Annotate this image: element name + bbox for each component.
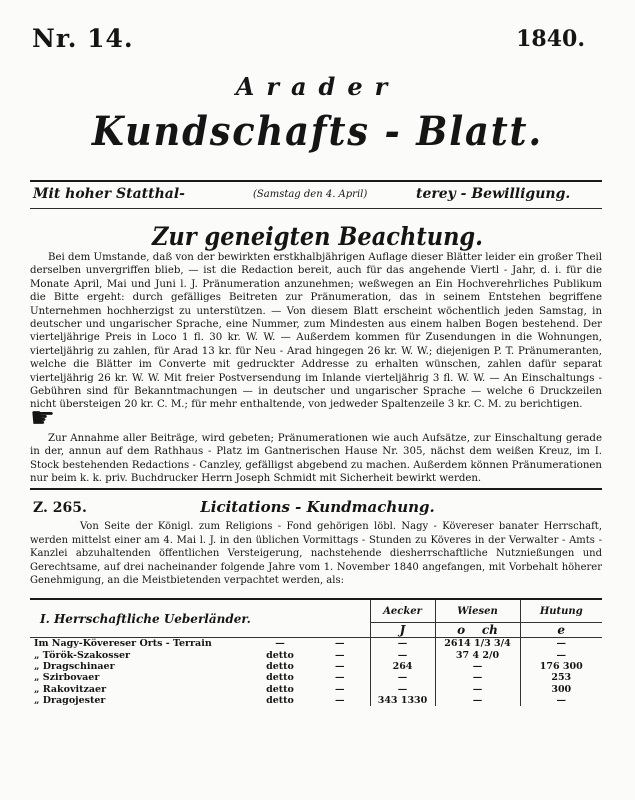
row-wiesen: — (435, 661, 520, 672)
masthead-title-line2: Kundschafts - Blatt. (91, 108, 544, 155)
row-acker: — (370, 638, 435, 650)
unit-label: o ch (435, 623, 520, 638)
row-hutung: — (520, 638, 602, 650)
land-table (30, 598, 602, 706)
table-row (30, 672, 602, 683)
row-c1: detto (266, 660, 294, 672)
subtitle-right: terey - Bewilligung. (416, 186, 571, 202)
row-wiesen: 37 4 2/0 (435, 649, 520, 660)
table-header-label: I. Herrschaftliche Ueberländer. (30, 599, 370, 638)
pointing-hand-icon: ☛ (30, 401, 56, 434)
notice-title: Zur geneigten Beachtung. (151, 222, 484, 251)
row-acker: — (370, 684, 435, 695)
row-hutung: 300 (520, 684, 602, 695)
unit-label: J (370, 623, 435, 638)
row-c2: — (335, 695, 345, 707)
licitation-title: Licitations - Kundmachung. (200, 498, 435, 516)
issue-year: 1840. (516, 26, 585, 52)
row-wiesen: 2614 1/3 3/4 (435, 638, 520, 650)
row-name: „ Szirbovaer (34, 672, 100, 684)
col-hutung: Hutung (520, 599, 602, 623)
row-wiesen: — (435, 684, 520, 695)
row-c2: — (335, 649, 345, 661)
row-hutung: 253 (520, 672, 602, 683)
col-acker: Aecker (370, 599, 435, 623)
notice-paragraph-1: Bei dem Umstande, daß von der bewirkten erstkhalbjährigen Auflage dieser Blätter leider ein großer Theil derselben unvergriffen blieb, — ist die Redaction bereit, auch für das angehende Viertl - Jahr, d. i. für die Monate April, Mai und Juni l. J. Pränumeration anzunehmen; weßwegen an Ein Hochverehrliches Publikum die Bitte ergeht: durch gefälliges Beitreten zur Pränumeration, das in seinem Entstehen begriffene Unternehmen hochherzigst zu unterstützen. — Von diesem Blatt erscheint wöchentlich jeden Samstag, in deutscher und ungarischer Sprache, eine Nummer, zum Mindesten aus einem halben Bogen bestehend. Der vierteljährige Preis in Loco 1 fl. 30 kr. W. W. — Außerdem kommen für Zusendungen in die Wohnungen, vierteljährig zu zahlen, für Arad 13 kr. für Neu - Arad hingegen 26 kr. W. W.; diejenigen P. T. Pränumeranten, welche die Blätter im Converte mit gedruckter Addresse zu erhalten wünschen, zahlen dafür separat vierteljährig 26 kr. W. W. Mit freier Postversendung im Inlande vierteljährig 3 fl. W. W. — An Einschaltungs - Gebühren sind für Bekanntmachungen — in deutscher und ungarischer Sprache — welche 6 Druckzeilen nicht übersteigen 20 kr. C. M.; für mehr enthaltende, von jedweder Spaltenzeile 3 kr. C. M. zu berichtigen. (30, 252, 602, 411)
row-hutung: 176 300 (520, 661, 602, 672)
row-c1: — (275, 638, 285, 650)
row-c2: — (335, 660, 345, 672)
table-row (30, 695, 602, 706)
row-name: „ Dragojester (34, 695, 106, 707)
row-hutung: — (520, 695, 602, 706)
row-c1: detto (266, 649, 294, 661)
issue-date: (Samstag den 4. April) (253, 189, 368, 200)
licitation-text: Von Seite der Königl. zum Religions - Fond gehörigen löbl. Nagy - Kövereser banater Herrschaft, werden mittelst einer am 4. Mai l. J. in den üblichen Vormittags - Stunden zu Köveres in der Verwalter - Amts - Kanzlei abzuhaltenden öffentlichen Versteigerung, nachstehende diesherrschaftliche Nutznießungen und Gerechtsame, auf drei nacheinander folgende Jahre vom 1. November 1840 angefangen, mit Vorbehalt höherer Genehmigung, an die Meistbietenden verpachtet werden, als: (30, 521, 602, 587)
row-wiesen: — (435, 695, 520, 706)
row-wiesen: — (435, 672, 520, 683)
row-acker: — (370, 672, 435, 683)
col-wiesen: Wiesen (435, 599, 520, 623)
row-c1: detto (266, 683, 294, 695)
masthead-rule-top (30, 180, 602, 182)
row-name: Im Nagy-Kövereser Orts - Terrain (34, 638, 212, 650)
unit-label: e (520, 623, 602, 638)
row-hutung: — (520, 649, 602, 660)
masthead-rule-bottom (30, 208, 602, 209)
row-c1: detto (266, 672, 294, 684)
row-c2: — (335, 638, 345, 650)
row-c2: — (335, 683, 345, 695)
row-acker: 264 (370, 661, 435, 672)
table-row (30, 649, 602, 660)
row-c1: detto (266, 695, 294, 707)
row-name: „ Török-Szakosser (34, 649, 131, 661)
notice-paragraph-2: Zur Annahme aller Beiträge, wird gebeten; Pränumerationen wie auch Aufsätze, zur Einschaltung gerade in der, annun auf dem Rathhaus - Platz im Gantnerischen Hause Nr. 305, nächst dem weißen Kreuz, im I. Stock bestehenden Redactions - Canzley, gefälligst abgebend zu machen. Außerdem können Pränumerationen nur beim k. k. priv. Buchdrucker Herrn Joseph Schmidt mit Sicherheit bewirkt werden. (30, 433, 602, 485)
row-c2: — (335, 672, 345, 684)
section-divider (30, 488, 602, 490)
licitation-number: Z. 265. (33, 500, 87, 516)
row-name: „ Dragschinaer (34, 660, 115, 672)
issue-number: Nr. 14. (32, 24, 134, 53)
masthead-title-line1: Arader (235, 72, 400, 101)
row-name: „ Rakovitzaer (34, 683, 107, 695)
row-acker: — (370, 649, 435, 660)
table-row (30, 661, 602, 672)
subtitle-left: Mit hoher Statthal- (33, 186, 185, 202)
table-row (30, 684, 602, 695)
row-acker: 343 1330 (370, 695, 435, 706)
table-row (30, 638, 602, 650)
